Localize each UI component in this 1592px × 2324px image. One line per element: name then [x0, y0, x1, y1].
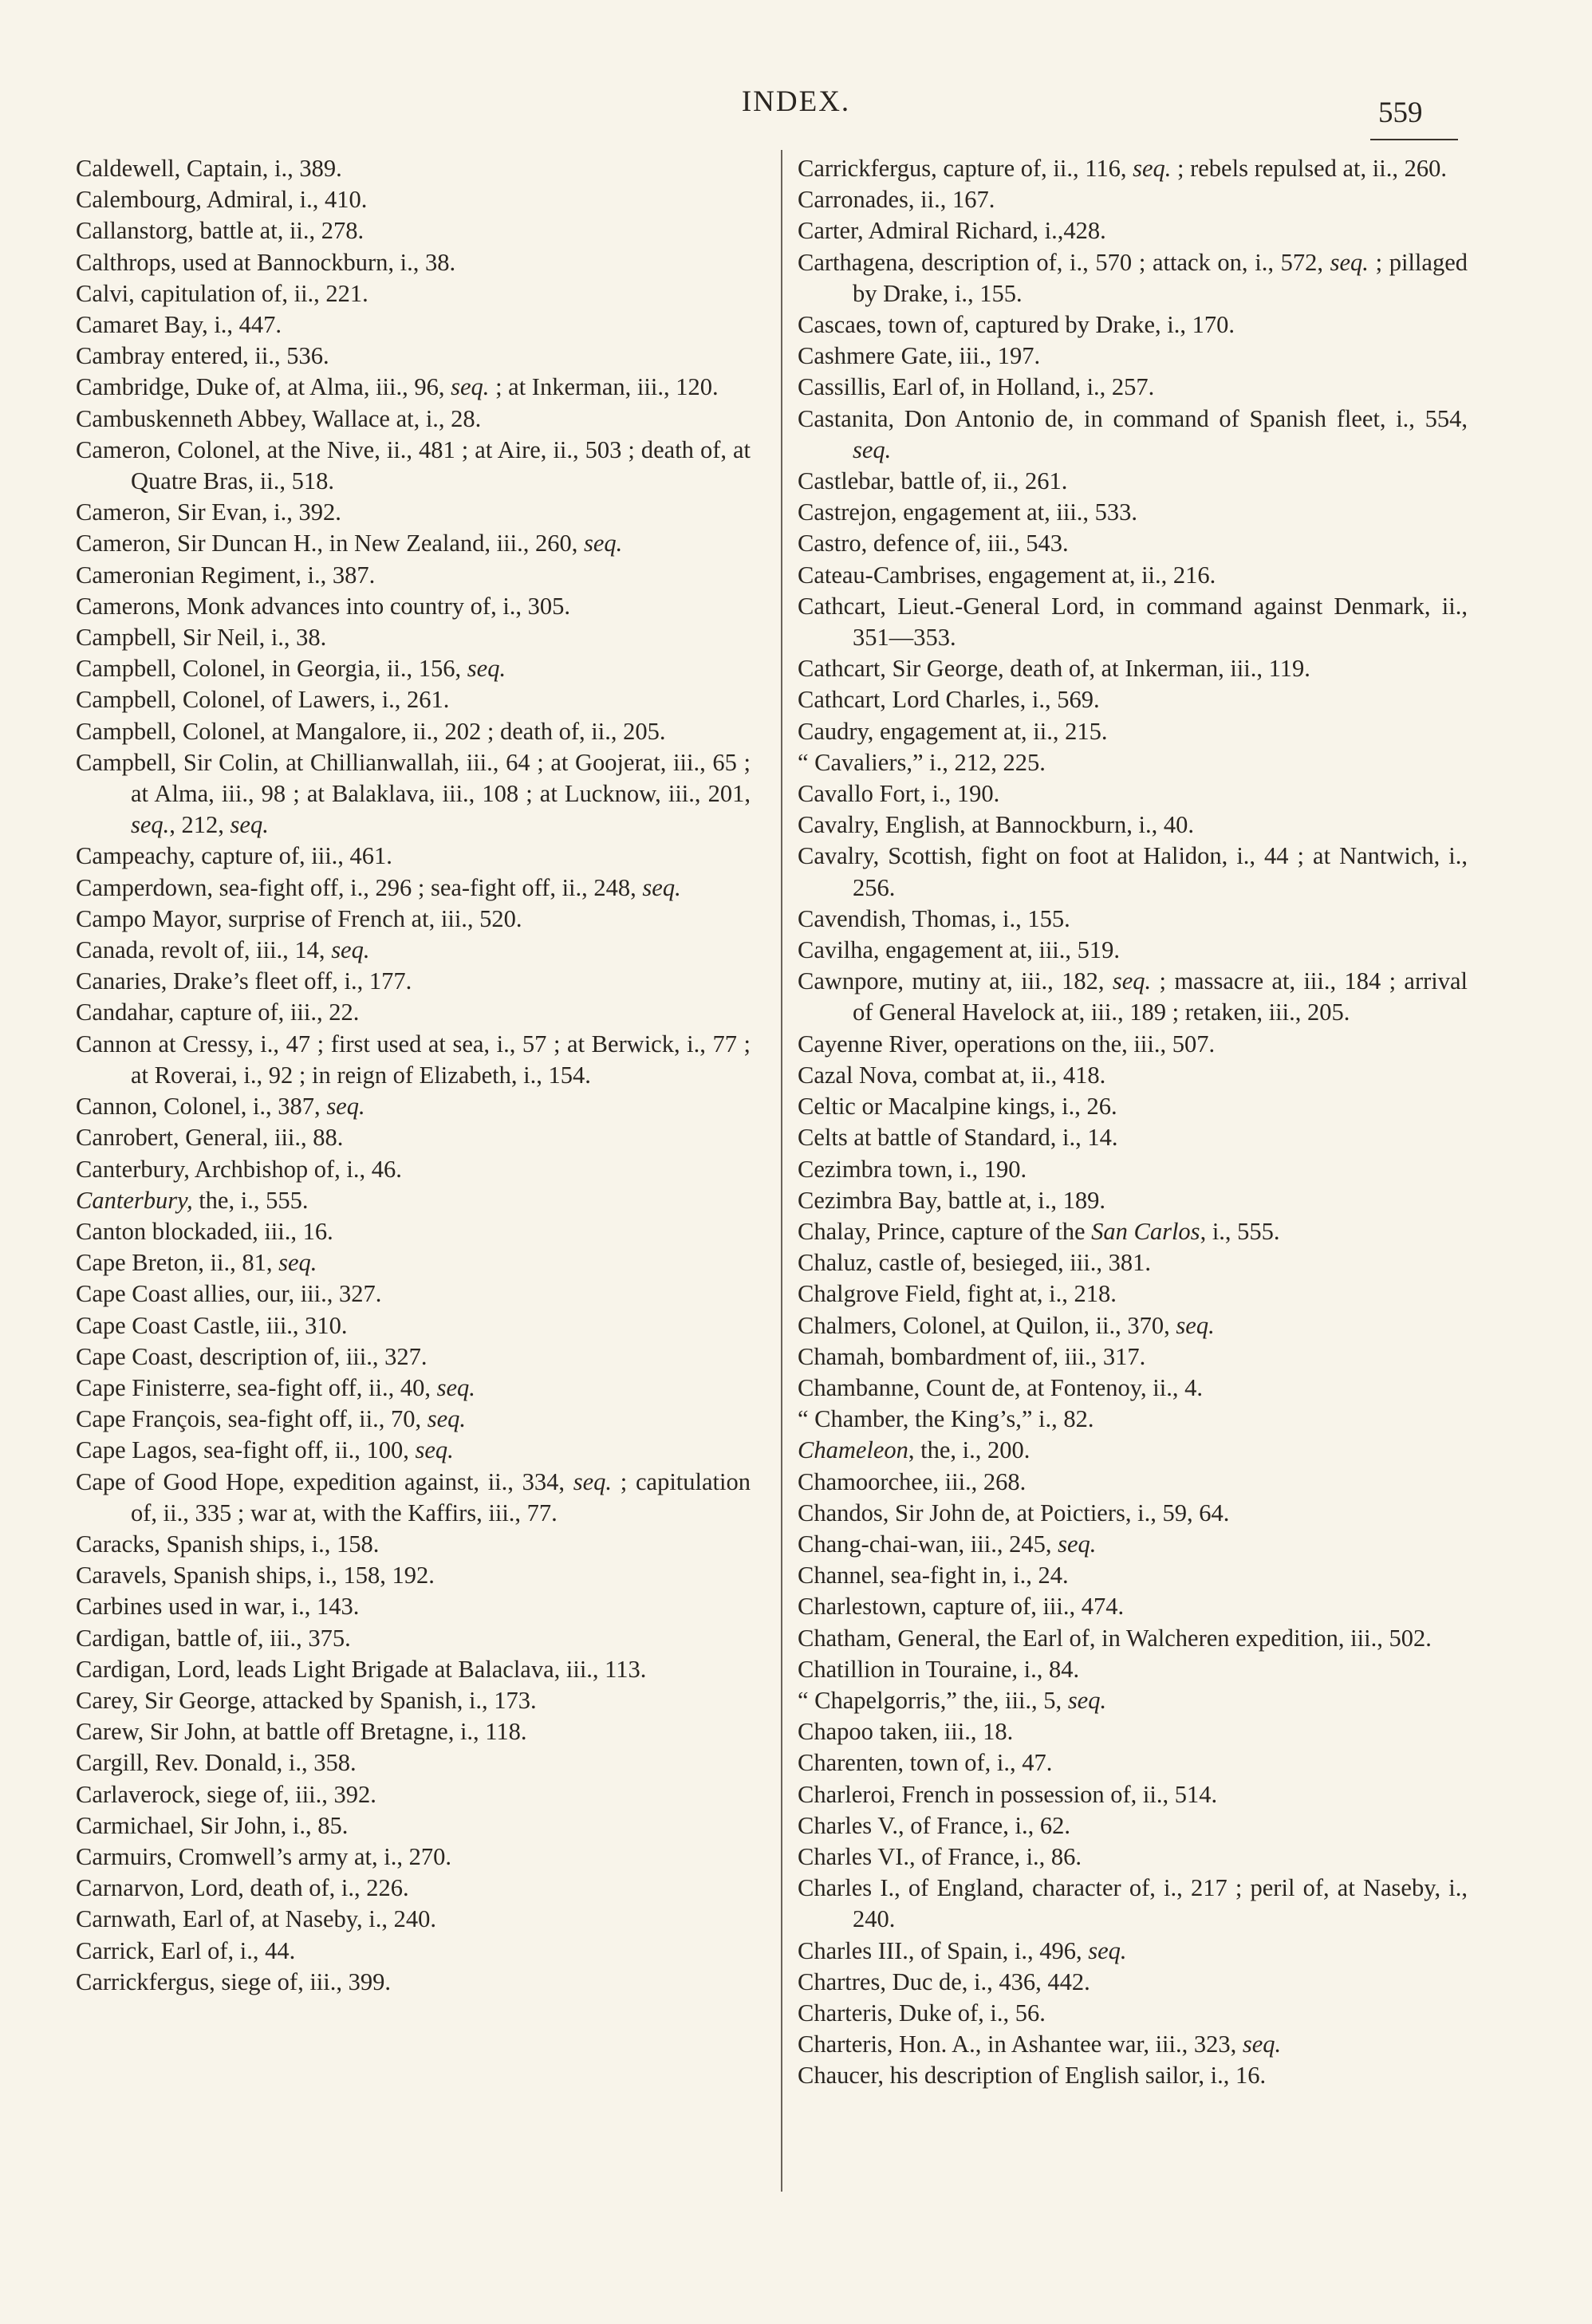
index-entry: Candahar, capture of, iii., 22.	[76, 999, 360, 1026]
index-entry: Campeachy, capture of, iii., 461.	[76, 842, 392, 870]
index-entry: Castanita, Don Antonio de, in command of Spanish fleet, i., 554, seq.	[798, 404, 1468, 463]
index-entry: Chandos, Sir John de, at Poictiers, i., 59, 64.	[798, 1499, 1230, 1526]
index-entry: Cape Coast, description of, iii., 327.	[76, 1342, 428, 1370]
index-entry: Cathcart, Sir George, death of, at Inkerman, iii., 119.	[798, 655, 1310, 683]
index-entry: Cazal Nova, combat at, ii., 418.	[798, 1061, 1106, 1089]
index-entry: Cambridge, Duke of, at Alma, iii., 96, seq. ; at Inkerman, iii., 120.	[76, 373, 719, 401]
index-entry: Chamah, bombardment of, iii., 317.	[798, 1342, 1146, 1370]
index-entry: Cashmere Gate, iii., 197.	[798, 342, 1041, 370]
index-entry: Chang-chai-wan, iii., 245, seq.	[798, 1530, 1097, 1558]
index-entry: Cavendish, Thomas, i., 155.	[798, 904, 1070, 932]
index-entry: Cawnpore, mutiny at, iii., 182, seq. ; massacre at, iii., 184 ; arrival of General Havelock at, iii., 189 ; retaken, iii., 205.	[798, 967, 1468, 1026]
index-entry: Charenten, town of, i., 47.	[798, 1749, 1053, 1777]
index-entry: “ Chamber, the King’s,” i., 82.	[798, 1405, 1094, 1433]
index-column-right	[798, 153, 1468, 2092]
index-entry: Chatillion in Touraine, i., 84.	[798, 1655, 1080, 1683]
index-entry: Charles III., of Spain, i., 496, seq.	[798, 1936, 1127, 1964]
index-entry: Cape François, sea-fight off, ii., 70, seq.	[76, 1405, 467, 1433]
index-entry: Canada, revolt of, iii., 14, seq.	[76, 936, 370, 964]
page-header-title: INDEX.	[741, 85, 851, 118]
index-entry: Cape Lagos, sea-fight off, ii., 100, seq.	[76, 1436, 454, 1464]
index-entry: Chambanne, Count de, at Fontenoy, ii., 4.	[798, 1373, 1203, 1401]
index-entry: Chaluz, castle of, besieged, iii., 381.	[798, 1249, 1151, 1277]
index-entry: Canaries, Drake’s fleet off, i., 177.	[76, 967, 412, 995]
index-entry: Cathcart, Lord Charles, i., 569.	[798, 686, 1100, 714]
index-entry: Chalgrove Field, fight at, i., 218.	[798, 1280, 1117, 1308]
index-entry: Cathcart, Lieut.-General Lord, in command against Denmark, ii., 351—353.	[798, 592, 1468, 652]
index-entry: Charleroi, French in possession of, ii., 514.	[798, 1780, 1218, 1808]
index-entry: Castlebar, battle of, ii., 261.	[798, 467, 1068, 495]
index-entry: Caravels, Spanish ships, i., 158, 192.	[76, 1562, 435, 1589]
index-entry: Cavallo Fort, i., 190.	[798, 780, 1000, 808]
index-entry: Cardigan, battle of, iii., 375.	[76, 1624, 351, 1652]
index-entry: Cannon, Colonel, i., 387, seq.	[76, 1093, 365, 1121]
index-entry: Callanstorg, battle at, ii., 278.	[76, 217, 365, 245]
header-rule	[1370, 139, 1458, 140]
index-entry: Channel, sea-fight in, i., 24.	[798, 1562, 1069, 1589]
index-entry: Cambray entered, ii., 536.	[76, 342, 329, 370]
index-entry: Carrickfergus, capture of, ii., 116, seq. ; rebels repulsed at, ii., 260.	[798, 155, 1447, 182]
index-entry: Cameron, Colonel, at the Nive, ii., 481 ; at Aire, ii., 503 ; death of, at Quatre Bras, ii., 518.	[76, 435, 751, 495]
index-entry: Chartres, Duc de, i., 436, 442.	[798, 1968, 1090, 1995]
index-entry: Charteris, Duke of, i., 56.	[798, 1999, 1046, 2027]
index-entry: Cateau-Cambrises, engagement at, ii., 216.	[798, 561, 1216, 589]
index-entry: Charlestown, capture of, iii., 474.	[798, 1593, 1125, 1621]
index-entry: Canterbury, the, i., 555.	[76, 1186, 309, 1214]
index-entry: Carter, Admiral Richard, i.,428.	[798, 217, 1106, 245]
index-entry: Cardigan, Lord, leads Light Brigade at Balaclava, iii., 113.	[76, 1655, 647, 1683]
index-entry: Cape Finisterre, sea-fight off, ii., 40, seq.	[76, 1373, 475, 1401]
index-entry: Cayenne River, operations on the, iii., 507.	[798, 1030, 1216, 1058]
index-entry: Campo Mayor, surprise of French at, iii., 520.	[76, 904, 522, 932]
index-entry: Carmichael, Sir John, i., 85.	[76, 1811, 349, 1839]
index-entry: Calembourg, Admiral, i., 410.	[76, 186, 368, 214]
index-entry: Calthrops, used at Bannockburn, i., 38.	[76, 248, 456, 276]
index-entry: Canrobert, General, iii., 88.	[76, 1124, 344, 1152]
index-entry: Cannon at Cressy, i., 47 ; first used at sea, i., 57 ; at Berwick, i., 77 ; at Roverai, i., 92 ; in reign of Elizabeth, i., 154.	[76, 1030, 751, 1089]
index-entry: Cameronian Regiment, i., 387.	[76, 561, 376, 589]
index-entry: Carlaverock, siege of, iii., 392.	[76, 1780, 376, 1808]
index-entry: Charles V., of France, i., 62.	[798, 1811, 1070, 1839]
index-entry: Chalay, Prince, capture of the San Carlos, i., 555.	[798, 1217, 1280, 1245]
index-entry: Calvi, capitulation of, ii., 221.	[76, 279, 368, 307]
index-entry: Carew, Sir John, at battle off Bretagne, i., 118.	[76, 1718, 527, 1746]
index-entry: Cape of Good Hope, expedition against, ii., 334, seq. ; capitulation of, ii., 335 ; war at, with the Kaffirs, iii., 77.	[76, 1467, 751, 1526]
index-entry: Cambuskenneth Abbey, Wallace at, i., 28.	[76, 404, 482, 432]
index-entry: Charteris, Hon. A., in Ashantee war, iii., 323, seq.	[798, 2031, 1282, 2058]
index-entry: Charles I., of England, character of, i., 217 ; peril of, at Naseby, i., 240.	[798, 1874, 1468, 1933]
index-entry: Campbell, Sir Colin, at Chillianwallah, iii., 64 ; at Goojerat, iii., 65 ; at Alma, iii., 98 ; at Balaklava, iii., 108 ; at Lucknow, iii., 201, seq., 212, seq.	[76, 748, 751, 839]
index-entry: Carbines used in war, i., 143.	[76, 1593, 360, 1621]
index-entry: Castro, defence of, iii., 543.	[798, 530, 1069, 557]
index-entry: Caudry, engagement at, ii., 215.	[798, 717, 1108, 745]
index-entry: Carmuirs, Cromwell’s army at, i., 270.	[76, 1842, 451, 1870]
page-number: 559	[1378, 97, 1423, 129]
index-entry: Carrickfergus, siege of, iii., 399.	[76, 1968, 391, 1995]
index-entry: Cameron, Sir Evan, i., 392.	[76, 498, 341, 526]
index-entry: Cape Breton, ii., 81, seq.	[76, 1249, 317, 1277]
index-entry: Caracks, Spanish ships, i., 158.	[76, 1530, 380, 1558]
index-column-left	[76, 153, 751, 1998]
index-entry: Cavilha, engagement at, iii., 519.	[798, 936, 1121, 964]
index-entry: Celts at battle of Standard, i., 14.	[798, 1124, 1118, 1152]
index-entry: Cape Coast Castle, iii., 310.	[76, 1311, 348, 1339]
index-entry: Cassillis, Earl of, in Holland, i., 257.	[798, 373, 1155, 401]
index-entry: Charles VI., of France, i., 86.	[798, 1842, 1082, 1870]
index-entry: Chameleon, the, i., 200.	[798, 1436, 1030, 1464]
index-entry: Campbell, Colonel, at Mangalore, ii., 202 ; death of, ii., 205.	[76, 717, 666, 745]
index-entry: Carronades, ii., 167.	[798, 186, 995, 214]
index-entry: “ Cavaliers,” i., 212, 225.	[798, 748, 1046, 776]
index-entry: Chaucer, his description of English sailor, i., 16.	[798, 2062, 1267, 2090]
index-entry: Carthagena, description of, i., 570 ; attack on, i., 572, seq. ; pillaged by Drake, i., 155.	[798, 248, 1468, 307]
index-entry: Chapoo taken, iii., 18.	[798, 1718, 1014, 1746]
index-entry: Cargill, Rev. Donald, i., 358.	[76, 1749, 357, 1777]
index-entry: Canterbury, Archbishop of, i., 46.	[76, 1155, 402, 1183]
index-entry: Campbell, Colonel, in Georgia, ii., 156, seq.	[76, 655, 506, 683]
index-entry: Carey, Sir George, attacked by Spanish, i., 173.	[76, 1686, 537, 1714]
index-entry: Cavalry, English, at Bannockburn, i., 40.	[798, 811, 1194, 839]
index-entry: Chatham, General, the Earl of, in Walcheren expedition, iii., 502.	[798, 1624, 1432, 1652]
index-entry: Celtic or Macalpine kings, i., 26.	[798, 1093, 1117, 1121]
index-entry: Campbell, Colonel, of Lawers, i., 261.	[76, 686, 450, 714]
index-entry: Canton blockaded, iii., 16.	[76, 1217, 333, 1245]
column-divider	[781, 150, 782, 2192]
index-entry: Camerons, Monk advances into country of, i., 305.	[76, 592, 571, 620]
index-entry: Camaret Bay, i., 447.	[76, 311, 282, 339]
index-entry: Cezimbra town, i., 190.	[798, 1155, 1027, 1183]
index-entry: Campbell, Sir Neil, i., 38.	[76, 624, 327, 652]
index-entry: “ Chapelgorris,” the, iii., 5, seq.	[798, 1686, 1107, 1714]
index-entry: Cezimbra Bay, battle at, i., 189.	[798, 1186, 1105, 1214]
index-entry: Caldewell, Captain, i., 389.	[76, 155, 342, 182]
index-entry: Chamoorchee, iii., 268.	[798, 1467, 1027, 1495]
index-entry: Chalmers, Colonel, at Quilon, ii., 370, seq.	[798, 1311, 1215, 1339]
index-entry: Carnwath, Earl of, at Naseby, i., 240.	[76, 1905, 437, 1933]
index-entry: Cascaes, town of, captured by Drake, i., 170.	[798, 311, 1235, 339]
index-entry: Cameron, Sir Duncan H., in New Zealand, iii., 260, seq.	[76, 530, 623, 557]
index-entry: Cape Coast allies, our, iii., 327.	[76, 1280, 382, 1308]
index-entry: Cavalry, Scottish, fight on foot at Halidon, i., 44 ; at Nantwich, i., 256.	[798, 842, 1468, 901]
index-entry: Carnarvon, Lord, death of, i., 226.	[76, 1874, 409, 1902]
index-entry: Castrejon, engagement at, iii., 533.	[798, 498, 1138, 526]
index-entry: Carrick, Earl of, i., 44.	[76, 1936, 296, 1964]
index-entry: Camperdown, sea-fight off, i., 296 ; sea-fight off, ii., 248, seq.	[76, 873, 681, 901]
